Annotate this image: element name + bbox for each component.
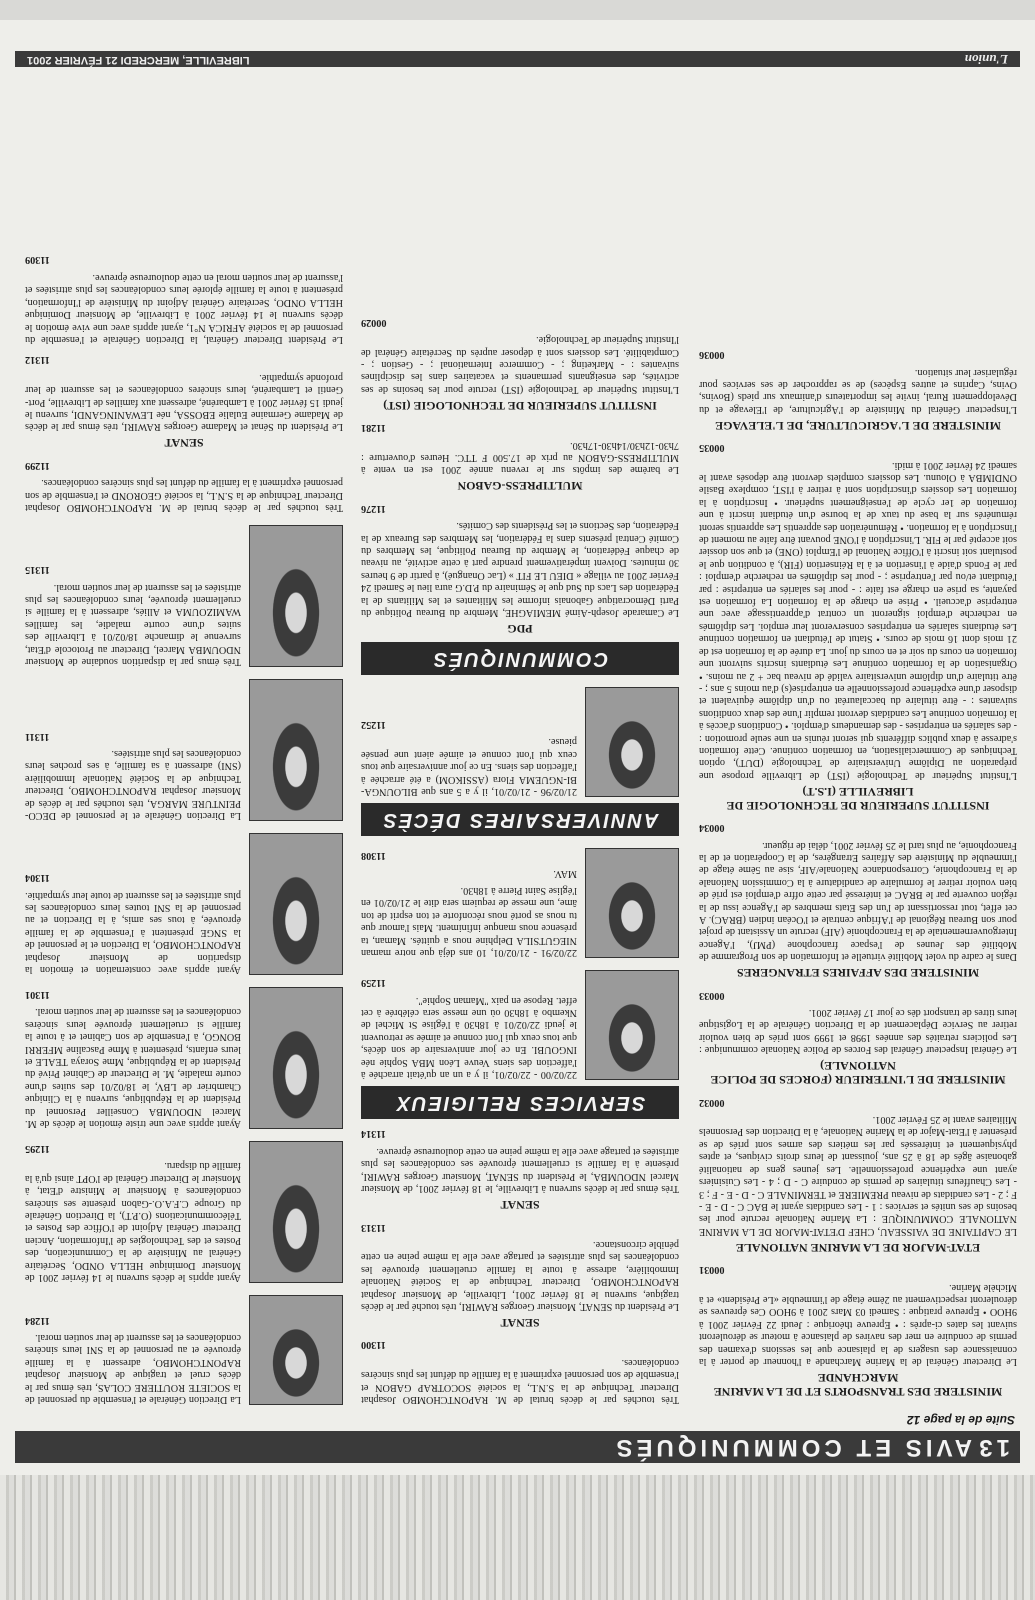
- newspaper-logo: L'union: [964, 52, 1008, 67]
- notice-ref: 11299: [25, 459, 50, 471]
- notice-text: Le Président Directeur Général, la Direction Générale et l'ensemble du personnel de la société AFRICA N°1, ayant appris avec une vive émotion le décès survenu le 14 février 2001 à Libreville, de Monsieur Dominique HELLA ONDO, Secrétaire Général Adjoint du Ministère de l'Information, présentent à toute la famille éplorée leurs condoléances les plus attristées et l'assurent de leur soutien moral en cette douloureuse épreuve.: [25, 271, 343, 345]
- notice-text: LE CAPITAINE DE VAISSEAU, CHEF D'ETAT-MAJOR DE LA MARINE NATIONALE COMMUNIQUE : La Marine Nationale recrute pour les besoins de ses unités et services : 1 - Les candidats ayant le BAC C - D - E - F ; 2 - Les candidats de niveau PREMIERE et TERMINALE C - D - E - F ; 3 - Les Chauffeurs titulaires de permis de conduire C - D ; 4 - Les Cuisiniers ayant une expérience professionnelle. Les jeunes gens de nationalité gabonaise âgés de 18 à 25 ans, jouissant de leurs droits civiques, et aptes physiquement et intéressés par les métiers des armes sont priés de se présenter à l'Etat-Major de la Marine Nationale, à la Direction des Personnels Militaires avant le 25 Février 2001.: [699, 1114, 1017, 1237]
- portrait-photo: [249, 987, 343, 1129]
- section-header-bar: [15, 1431, 1020, 1463]
- page-footer-bar: [15, 51, 1020, 67]
- notice-ref: 11314: [361, 1128, 386, 1140]
- banner-communiques: COMMUNIQUÉS: [361, 642, 679, 675]
- notice-title: MINISTERE DES AFFAIRES ETRANGERES: [736, 966, 980, 981]
- notice-text: 21/02/96 - 21/02/01, il y a 5 ans que BILOUNGA-BI-NGUEMA Flora (ASSIKOM) a été arrachée à l'affection des siens. En ce jour anniversaire que tous ceux qui l'ont connue et aimée aient une pensée pieuse.: [361, 736, 577, 798]
- notice-cabinet-prive: [25, 983, 343, 1129]
- notice-ref: 11313: [361, 1221, 386, 1233]
- notice-title: SENAT: [500, 1198, 540, 1213]
- notice-ref: 11315: [25, 564, 50, 576]
- notice-ref: 00032: [699, 1096, 725, 1108]
- notice-ref: 11295: [25, 1142, 50, 1154]
- notice-ref: 00031: [699, 1264, 725, 1276]
- notice-senat-1: [361, 1220, 679, 1330]
- notice-marine-marchande: [699, 1263, 1017, 1399]
- banner-anniversaires-deces: ANNIVERSAIRES DÉCÈS: [361, 803, 679, 836]
- portrait-photo: [585, 687, 679, 797]
- banner-services-religieux: SERVICES RELIGIEUX: [361, 1086, 679, 1119]
- notice-senat-3: [25, 353, 343, 450]
- notice-text: Ayant appris le décès survenu le 14 février 2001 de Monsieur Dominique HELLA ONDO, Secrétaire Général au Ministère de la Communication, des Postes et des Technologies de l'Information, Ancien Directeur Général Adjoint de l'Office des Postes et Télécommunications (O.P.T), la Direction Générale du Groupe C.F.A.O.-Gabon présente ses sincères condoléances à Monsieur le Ministre d'Etat, à Monsieur le Directeur Général de l'OPT ainsi qu'à la famille du disparu.: [25, 1160, 241, 1283]
- notice-text: Le Président du SENAT, Monsieur Georges RAWIRI, très touché par le décès tragique, survenu le 18 février 2001, Libreville, de Monsieur Josaphat RAPONTCHOMBO, Directeur Technique de la Société Nationale Immobilière, adresse à toute la famille cruellement éprouvée les condoléances les plus attristées et partage avec elle la même peine en cette pénible circonstance.: [361, 1238, 679, 1312]
- column-1: [699, 340, 1017, 1405]
- notice-text: Le Camarade Joseph-Aimé MEMIAGHE, Membre du Bureau Politique du Parti Démocratique Gabonais informe les Militantes et les Militants de la Fédération des Lacs du Sud que le Séminaire du P.D.G aura lieu le Samedi 24 Février 2001 au village « DIEU LE FIT » (Lac Onangué), à partir de 9 heures 30 minutes. Doivent impérativement prendre part à cette activité, au niveau de chaque Fédération, le Membre du Bureau Politique, les Membres du Comité Central présents dans la Fédération, les Membres des Bureaux de la Fédération, des Sections et les Présidents des Comités.: [361, 520, 679, 619]
- notice-ref: 11308: [361, 850, 386, 862]
- notice-title: MULTIPRESS-GABON: [457, 479, 583, 494]
- portrait-photo: [249, 679, 343, 821]
- column-3: [25, 245, 343, 1405]
- notice-title: SENAT: [500, 1315, 540, 1330]
- notice-georond: [25, 458, 343, 513]
- notice-text: L'Institut Supérieur de Technologie (IST) recrute pour les besoins de ses activités, des enseignants permanents et vacataires dans les disciplines suivantes : - Marketing ; - Commerce International ; - Gestion ; - Comptabilité. Les dossiers sont à déposer auprès du Secrétaire Général de l'Institut Supérieur de Technologie.: [361, 334, 679, 395]
- issue-date: LIBREVILLE, MERCREDI 21 FÉVRIER 2001: [27, 54, 250, 66]
- notice-ist-recrutement: [361, 315, 679, 412]
- page-number: 13: [975, 1434, 1010, 1461]
- notice-anniversaire: [361, 683, 679, 797]
- notice-marine-nationale: [699, 1095, 1017, 1254]
- notice-ref: 11259: [361, 977, 386, 989]
- notice-text: La Direction Générale et l'ensemble du personnel de la SOCIETE ROUTIERE COLAS, très émus par le décès cruel et tragique de Monsieur Josaphat RAPONTCHOMBO, adressent à la famille éprouvée et au personnel de la SNI leurs sincères condoléances et les assurent de leur soutien moral.: [25, 1331, 241, 1405]
- notice-africa-n1: [25, 253, 343, 345]
- newspaper-page: [0, 20, 1035, 1475]
- notice-ref: 00033: [699, 989, 725, 1001]
- notice-colas: [25, 1291, 343, 1405]
- section-title: AVIS ET COMMUNIQUÉS: [612, 1434, 972, 1461]
- notice-text: Ayant appris avec consternation et émotion la disparition de Monsieur Josaphat RAPONTCHOMBO, la Direction et le personnel de la SNGE présentent à l'ensemble de la famille éprouvée, à tous ses amis, à la Direction et au personnel de la SNI toutes leurs condoléances les plus attristées et les assurent de toute leur sympathie.: [25, 889, 241, 975]
- notice-text: 22/02/00 - 22/02/01, il y a un an qu'était arrachée à l'affection des siens Veuve Léon MBA Sophie née INGOUBI. En ce jour anniversaire de son décès, que tous ceux qui l'ont connue et aimée se retrouvent le jeudi 22/02/01 à 18h30 à l'église St Michel de Nkembo à 18h30 où une messe sera célébrée à cet effet. Repose en paix "Maman Sophie".: [361, 994, 577, 1081]
- notice-ref: 00029: [361, 316, 387, 328]
- notice-multipress: [361, 421, 679, 494]
- notice-agriculture: [699, 348, 1017, 433]
- notice-title: INSTITUT SUPERIEUR DE TECHNOLOGIE (IST): [383, 398, 657, 413]
- portrait-photo: [249, 833, 343, 975]
- notice-text: Très touchés par le décès brutal de M. RAPONTCHOMBO Josaphat Directeur Technique de la S.N.L, la société SOCOTRAP GABON et l'ensemble de son personnel expriment à la famille du défunt les plus sincères condoléances.: [361, 1356, 679, 1405]
- notice-snge: [25, 829, 343, 975]
- notice-title: MINISTERE DE L'INTERIEUR (FORCES DE POLICE NATIONALE): [710, 1059, 1006, 1088]
- notice-ref: 11276: [361, 502, 386, 514]
- notice-text: 22/02/91 - 21/02/01, 10 ans déjà que notre maman NIEGUTSILA Delphine nous a quittés. Maman, ta présence nous manque infiniment. Mais l'amour que tu nous as porté nous réconforte et ton esprit de ton âme, une messe de requiem sera dite le 21/02/01 en l'église Saint Pierre à 18h30.: [361, 885, 577, 959]
- portrait-photo: [249, 1295, 343, 1405]
- notice-text: L'Inspecteur Général du Ministère de l'Agriculture, de l'Elevage et du Développement Rural, invite les importateurs d'animaux sur pieds (Bovins, Ovins, Caprins et autres Espèces) de se rapprocher de ses services pour régulariser leur situation.: [699, 366, 1017, 415]
- scan-edge-texture: [0, 1475, 1035, 1600]
- notice-ref: 00035: [699, 442, 725, 454]
- portrait-photo: [585, 848, 679, 958]
- notice-ref: 11284: [25, 1314, 50, 1326]
- notice-service-religieux-2: [361, 844, 679, 958]
- portrait-photo: [249, 525, 343, 667]
- notice-cfao: [25, 1137, 343, 1283]
- notice-text: Dans le cadre du volet Mobilité virtuelle et Information de son Programme de Mobilité des Jeunes de l'espace francophone (PMJ), l'Agence Intergouvernementale de la Francophonie (AIF) recrute un Assistant de projet pour son Bureau Régional de l'Afrique centrale et l'Océan indien (BRAC). A cet effet, tout ressortissant de l'un des Etats membres de l'Agence issu de la région couverte par le BRAC et intéressé par cette offre d'emploi est prié de bien vouloir retirer le formulaire de candidature à la Commission Nationale de la Francophonie, Correspondance Nationale/AIF, sise au 5ème étage de l'immeuble du Ministère des Affaires Etrangères, de la Coopération et de la Francophonie, au plus tard le 25 février 2001, délai de rigueur.: [699, 839, 1017, 963]
- notice-signature: MAV.: [553, 867, 577, 879]
- notice-ref: 11309: [25, 254, 50, 266]
- notice-socotrap: [361, 1338, 679, 1405]
- notice-ref: 11300: [361, 1339, 386, 1351]
- notice-title: MINISTERE DES TRANSPORTS ET DE LA MARINE MARCHANDE: [713, 1371, 1003, 1399]
- notice-text: L'Institut Supérieur de Technologie (IST) de Libreville propose une préparation au Diplôme Universitaire de Technologie (DUT), option Techniques de Commercialisation, en formation continue. Cette formation s'adresse à deux publics différents qui seront réunis en une seule promotion : - des salariés en entreprises - des demandeurs d'emploi. • Conditions d'accès à la formation continue Les candidats devront remplir l'une des deux conditions suivantes : - être titulaire du baccalauréat ou d'un diplôme équivalent et disposer d'une expérience professionnelle en entreprise(s) d'au moins 5 ans ; - être titulaire d'un diplôme universitaire validé de niveau bac + 2 au moins. • Organisation de la formation continue Les étudiants inscrits suivront une formation en cours du soir et en cours du jour. La durée de la formation est de 21 mois dont 16 mois de cours. • Statut de l'étudiant en formation continue Les étudiants salariés en entreprises conserveront leur emploi. Les diplômés en recherche d'emploi signeront un contrat d'apprentissage avec une entreprise d'accueil. • Prise en charge de la formation La formation est payante, sa prise en charge est faite : - pour les salariés en entreprise : par l'étudiant et/ou par l'entreprise ; - pour les diplômés en recherche d'emploi : par le Fonds d'aide à l'insertion et à la Réinsertion (FIR), à condition que le postulant soit inscrit à l'Office National de l'Emploi (ONE) et que son dossier soit accepté par le FIR. L'inscription à l'ONE pouvant être faite au moment de l'inscription à la formation. • Rémunération des apprentis Les apprentis seront rémunérés sur la base du taux de la bourse d'un étudiant inscrit à une formation de 1er cycle de l'enseignement supérieur. • Inscription à la formation Les dossiers d'inscription sont à retirer à l'IST, complexe Basile ONDIMBA à Olounu. Les dossiers complets devront être déposés avant le samedi 24 février 2001 à midi.: [699, 459, 1017, 781]
- notice-text: Le Président du Sénat et Madame Georges RAWIRI, très émus par le décès de Madame Germaine Eulalie EBOSSA, née LEWANINGANDI, survenu le jeudi 15 février 2001 à Lambaréné, adressent aux familles de Libreville, Port-Gentil et Lambaréné, leurs sincères condoléances et les assurent de leur profonde sympathie.: [25, 371, 343, 433]
- notice-ref: 11311: [25, 730, 50, 742]
- portrait-photo: [585, 970, 679, 1080]
- notice-title: MINISTERE DE L'AGRICULTURE, DE L'ELEVAGE: [715, 418, 1001, 433]
- notice-text: Le barème des impôts sur le revenu année 2001 est en vente à MULTIPRESS-GABON au prix de 17.500 F TTC. Heures d'ouverture : 7h30-12h30/14h30-17h30.: [361, 439, 679, 476]
- notice-ref: 11281: [361, 422, 386, 434]
- notice-deco-peinture: [25, 675, 343, 821]
- notice-ref: 00034: [699, 822, 725, 834]
- column-2: [361, 307, 679, 1405]
- notice-text: La Direction Générale et le personnel de DECO-PEINTURE MARGA, très touchés par le décès de Monsieur Josaphat RAPONTCHOMBO, Directeur Technique de la Société Nationale Immobilière (SNI) adressent à sa famille, à ses proches leurs condoléances les plus attristées.: [25, 747, 241, 821]
- notice-ist-libreville: [699, 441, 1017, 813]
- notice-ref: 11252: [361, 719, 386, 731]
- notice-title: INSTITUT SUPERIEUR DE TECHNOLOGIE DE LIBREVILLE (I.S.T): [726, 784, 990, 813]
- notice-ref: 11301: [25, 988, 50, 1000]
- notice-senat-2: [361, 1127, 679, 1212]
- notice-text: Très touchés par le décès brutal de M. RAPONTCHOMBO Josaphat Directeur Technique de la S.N.L, la société GEOROND et l'ensemble de son personnel expriment à la famille du défunt les plus sincères condoléances.: [25, 477, 343, 513]
- notice-affaires-etrangeres: [699, 821, 1017, 980]
- notice-title: SENAT: [164, 436, 204, 451]
- notice-text: Le Directeur Général de la Marine Marchande a l'honneur de porter à la connaissance des usagers de la plaisance que les sessions d'examen des permis de conduire en mer des navires de plaisance à moteur se dérouleront suivant les dates ci-après : • Epreuve théorique : Jeudi 22 Février 2001 à 9HOO • Epreuve pratique : Samedi 03 Mars 2001 à 9HOO Ces épreuves se dérouleront respectivement au 2ème étage de l'immeuble «Le Président» et à Michèle Marine.: [699, 1281, 1017, 1367]
- notice-title: ETAT-MAJOR DE LA MARINE NATIONALE: [735, 1240, 981, 1255]
- notice-text: Très émus par la disparition soudaine de Monsieur NDOUMBA Marcel, Directeur au Protocole d'Etat, survenue le dimanche 18/02/01 à Libreville des suites d'une courte maladie, les familles WAMIZOUMA et Alliés, adressent à la famille si cruellement éprouvée, leurs condoléances les plus attristées et les assurent de leur soutien moral.: [25, 581, 241, 667]
- notice-pdg: [361, 501, 679, 636]
- notice-text: Très émus par le décès survenu à Libreville, le 18 février 2001, de Monsieur Marcel NDOUMBA, le Président du SENAT, Monsieur Georges RAWIRI, présente à la famille si cruellement éprouvée ses condoléances les plus attristées et partage avec elle la même peine en cette douloureuse épreuve.: [361, 1145, 679, 1195]
- notice-wamizouma: [25, 521, 343, 667]
- notice-ref: 11312: [25, 354, 50, 366]
- notice-title: PDG: [507, 622, 533, 637]
- notice-services-religieux: [361, 966, 679, 1080]
- notice-ref: 00036: [699, 349, 725, 361]
- notice-interieur: [699, 988, 1017, 1087]
- portrait-photo: [249, 1141, 343, 1283]
- continuation-note: Suite de la page 12: [906, 1413, 1015, 1427]
- notice-ref: 11304: [25, 872, 50, 884]
- notice-text: Ayant appris avec une triste émotion le décès de M. Marcel NDOUMBA Conseiller Personnel du Président de la République, survenu à la Clinique Chambrier de LBV, le 18/02/01 des suites d'une courte maladie, M. le Directeur de Cabinet Privé du Président de la République, Mme Soraya TEALE et leurs enfants, présentent à Mme Pascaline MFERRI BONGO, à l'ensemble de son Cabinet et à toute la famille si cruellement éprouvée leurs sincères condoléances et les assurent de leur soutien moral.: [25, 1006, 241, 1129]
- notice-text: Le Général Inspecteur Général des Forces de Police Nationale communique : Les policiers retraités des années 1998 et 1999 sont priés de bien vouloir retirer au Service Déplacement de la Direction Générale de la Logistique leurs titres de transport dès ce jour 17 février 2001.: [699, 1007, 1017, 1056]
